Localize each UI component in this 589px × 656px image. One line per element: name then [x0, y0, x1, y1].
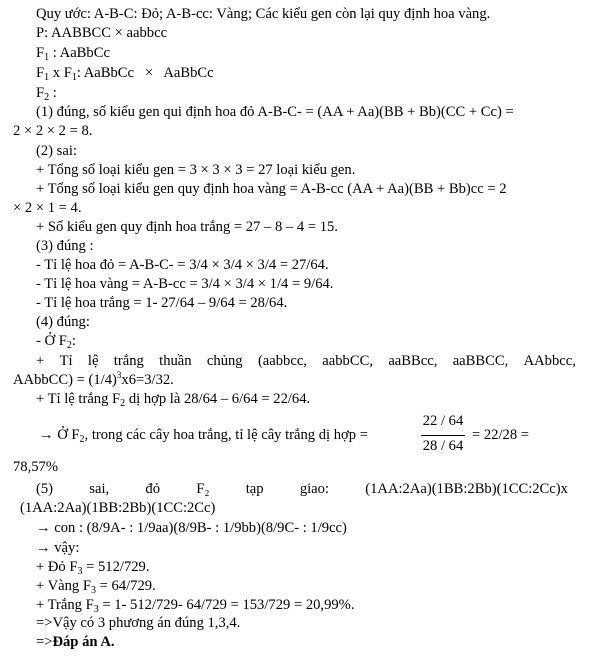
hetero-white-line [36, 391, 310, 408]
text: => [36, 634, 53, 650]
text: x F [49, 65, 72, 81]
text: → vậy: [36, 540, 80, 556]
text: (3) đúng : [36, 238, 94, 254]
therefore-line [36, 540, 79, 557]
subscript: 2 [66, 340, 72, 351]
fraction-bar [421, 435, 465, 436]
conclusion-4-percent [13, 459, 58, 476]
convention-line [36, 6, 490, 23]
text: + Đỏ F [36, 559, 78, 575]
text: =>Vậy có 3 phương án đúng 1,3,4. [36, 615, 241, 631]
yellow-ratio-line [36, 276, 333, 293]
white-ratio-line [36, 295, 287, 312]
subscript: 3 [77, 566, 83, 577]
text: : [71, 333, 76, 349]
statement-3-line [36, 238, 94, 255]
subscript: 2 [79, 434, 85, 445]
text: = 512/729. [82, 559, 150, 575]
text: : [49, 85, 57, 101]
conclusion-4-line [39, 427, 368, 444]
text: + Tỉ lệ trắng F [36, 391, 121, 407]
word: Tỉ [59, 353, 73, 369]
text: × 2 × 1 = 4. [13, 200, 82, 216]
answer-text: Đáp án A. [52, 634, 115, 650]
word: F₂ [196, 481, 210, 497]
text: + Trắng F [36, 597, 94, 613]
summary-line [36, 615, 240, 632]
text: (1AA:2Aa)(1BB:2Bb)(1CC:2Cc) [20, 500, 216, 516]
parent-cross-line [36, 25, 167, 42]
f2-line [36, 85, 57, 102]
text: AAbbCC) = (1/4) [13, 372, 117, 388]
text: → Ở F [39, 427, 80, 443]
word: (1AA:2Aa)(1BB:2Bb)(1CC:2Cc)x [365, 481, 568, 497]
word: aaBBcc, [388, 353, 438, 369]
subscript: 2 [44, 92, 50, 103]
subscript: 3 [91, 585, 96, 596]
f1-line [36, 45, 110, 62]
text: = 1- 512/729- 64/729 = 153/729 = 20,99%. [98, 597, 355, 613]
text: + Số kiểu gen quy định hoa trắng = 27 – 8 – 4 = 15. [36, 219, 338, 235]
statement-5-line [36, 481, 568, 498]
text: F [36, 85, 45, 101]
text: , trong các cây hoa trắng, tỉ lệ cây trắng dị hợp = [84, 427, 368, 443]
subscript: 2 [120, 398, 126, 409]
statement-4-line [36, 314, 90, 331]
text: - Ở F [36, 333, 67, 349]
statement-1-line [36, 104, 514, 121]
text: = 64/729. [96, 578, 156, 594]
answer-line [36, 634, 115, 651]
statement-1-cont [13, 123, 92, 140]
yellow-f3-line [36, 578, 156, 595]
subscript: 1 [44, 72, 50, 83]
fraction [419, 413, 467, 457]
word: (aabbcc, [257, 353, 307, 369]
pure-white-ratio-cont [13, 372, 174, 389]
text: → con : (8/9A- : 1/9aa)(8/9B- : 1/9bb)(8/9C- : 1/9cc) [36, 520, 347, 536]
text: (1) đúng, số kiểu gen qui định hoa đỏ A-B-C- = (AA + Aa)(BB + Bb)(CC + Cc) = [36, 104, 514, 120]
text: + Tổng số loại kiểu gen = 3 × 3 × 3 = 27 loại kiểu gen. [36, 162, 356, 178]
word: chủng [206, 353, 243, 369]
white-f3-line [36, 597, 354, 614]
subscript: 1 [71, 72, 77, 83]
f1-cross-line [36, 65, 214, 82]
at-f2-line [36, 333, 76, 350]
text: (2) sai: [36, 143, 77, 159]
word: lệ [87, 353, 99, 369]
subscript: 3 [93, 604, 99, 615]
total-genotypes-line [36, 162, 355, 179]
text: + Vàng F [36, 578, 91, 594]
yellow-genotypes-cont [13, 200, 81, 217]
text: - Tỉ lệ hoa vàng = A-B-cc = 3/4 × 3/4 × 1/4 = 9/64. [36, 276, 334, 292]
fraction-numerator: 22 / 64 [422, 413, 464, 429]
word: aaBBCC, [452, 353, 509, 369]
statement-2-line [36, 143, 77, 160]
conclusion-4-result [472, 427, 529, 444]
text: F [36, 65, 45, 81]
red-f3-line [36, 559, 150, 576]
word: trắng [113, 353, 144, 369]
text: - Tỉ lệ hoa đỏ = A-B-C- = 3/4 × 3/4 × 3/4 = 27/64. [36, 257, 329, 273]
word: + [36, 353, 45, 369]
text: x6=3/32. [121, 372, 174, 388]
text: = 22/28 = [472, 427, 529, 443]
text: : AaBbCc × AaBbCc [76, 65, 214, 81]
text: Quy ước: A-B-C: Đỏ; A-B-cc: Vàng; Các kiểu gen còn lại quy định hoa vàng. [36, 6, 491, 22]
word: (5) [36, 481, 54, 497]
text: - Tỉ lệ hoa trắng = 1- 27/64 – 9/64 = 28/64. [36, 295, 288, 311]
fraction-denominator: 28 / 64 [422, 438, 464, 454]
subscript: 1 [44, 52, 50, 63]
red-ratio-line [36, 257, 329, 274]
word: giao: [299, 481, 329, 497]
text: (4) đúng: [36, 314, 90, 330]
word: sai, [89, 481, 110, 497]
word: đỏ [145, 481, 160, 497]
text: F [36, 45, 45, 61]
word: AAbbcc, [523, 353, 576, 369]
word: tạp [245, 481, 264, 497]
text: 78,57% [13, 459, 58, 475]
text: + Tổng số loại kiểu gen quy định hoa vàng = A-B-cc (AA + Aa)(BB + Bb)cc = 2 [36, 181, 507, 197]
white-genotypes-line [36, 219, 338, 236]
text: : AaBbCc [49, 45, 110, 61]
superscript: 3 [116, 370, 122, 380]
word: thuần [159, 353, 192, 369]
word: aabbCC, [322, 353, 373, 369]
offspring-line [36, 520, 347, 537]
text: P: AABBCC × aabbcc [36, 25, 168, 41]
text: dị hợp là 28/64 – 6/64 = 22/64. [125, 391, 311, 407]
text: 2 × 2 × 2 = 8. [13, 123, 93, 139]
pure-white-ratio-line [36, 353, 576, 370]
yellow-genotypes-line [36, 181, 507, 198]
statement-5-cont [20, 500, 215, 517]
